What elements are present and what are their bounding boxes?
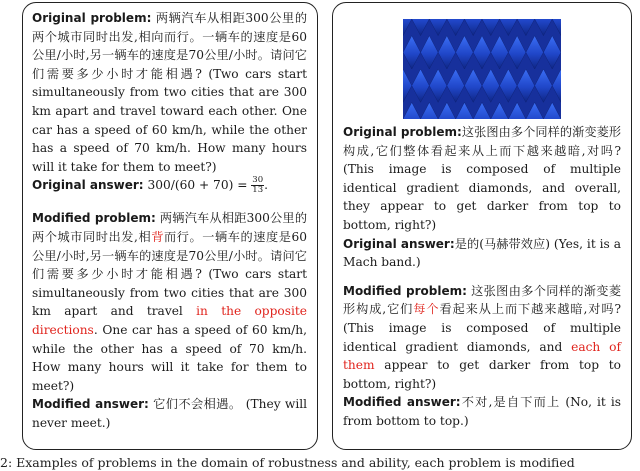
left-original-answer-end: . (264, 178, 268, 193)
right-original-answer (343, 235, 621, 272)
fraction-numerator: 30 (252, 175, 264, 186)
left-modified-answer-en: (They will never meet.) (32, 397, 308, 430)
right-modified-problem-zh-a: 这张图由多个同样的渐变菱形构成,它们 (343, 283, 622, 317)
right-modified-answer-label: Modified answer: (343, 395, 461, 410)
left-modified-answer (32, 395, 307, 432)
right-example-card (332, 2, 632, 450)
left-example-card (22, 2, 318, 450)
right-original-answer-label: Original answer: (343, 236, 455, 251)
left-original-answer-expr: 300/(60 + 70) = (147, 178, 248, 193)
gradient-diamond-illusion-image (403, 19, 561, 119)
fraction-denominator: 13 (252, 185, 264, 196)
right-modified-problem-en-b: appear to get darker from top to bottom, right?) (343, 358, 621, 391)
left-modified-problem-zh-a: 两辆汽车从相距300公里的两个城市同时出发,相 (32, 211, 308, 244)
right-original-problem-label: Original problem: (343, 125, 462, 139)
left-original-answer-fraction (251, 176, 264, 195)
right-modified-answer-zh: 不对,是自下而上 (460, 395, 561, 410)
left-modified-problem-en-highlight: in the opposite directions (32, 304, 308, 337)
right-modified-problem (343, 282, 621, 394)
left-original-answer (32, 176, 307, 195)
right-original-problem (343, 123, 621, 235)
left-modified-problem-label: Modified problem: (32, 211, 156, 226)
left-original-problem-zh: 两辆汽车从相距300公里的两个城市同时出发,相向而行。一辆车的速度是60公里/小时,另一辆车的速度是70公里/小时。请问它们需要多少小时才能相遇? (32, 11, 308, 81)
left-modified-problem-en-a: (Two cars start simultaneously from two cities that are 300 km apart and travel (32, 267, 308, 319)
left-modified-answer-label: Modified answer: (32, 397, 149, 412)
figure-caption: 2: Examples of problems in the domain of robustness and ability, each problem is modified (0, 455, 575, 470)
left-modified-problem-en-b: . One car has a speed of 60 km/h, while the other has a speed of 70 km/h. How many hours will it take for them to meet?) (32, 322, 307, 393)
right-original-problem-zh: 这张图由多个同样的渐变菱形构成,它们整体看起来从上而下越来越暗,对吗? (343, 125, 622, 158)
left-modified-problem (32, 209, 307, 395)
left-modified-answer-zh: 它们不会相遇。 (153, 397, 242, 412)
illusion-image-wrapper (343, 19, 621, 119)
right-modified-answer (343, 393, 621, 430)
left-modified-problem-zh-b: 而行。一辆车的速度是60公里/小时,另一辆车的速度是70公里/小时。请问它们需要多少小时才能相遇? (32, 229, 308, 282)
left-modified-problem-zh-highlight: 背 (151, 229, 164, 244)
right-modified-problem-label: Modified problem: (343, 283, 467, 298)
right-original-answer-en: (Yes, it is a Mach band.) (343, 236, 622, 270)
right-modified-problem-zh-highlight: 每个 (413, 302, 440, 317)
left-original-problem-en: (Two cars start simultaneously from two cities that are 300 km apart and travel toward each other. One car has a speed of 60 km/h, while the other has a speed of 70 km/h. How many hours will it take for them to meet?) (32, 66, 308, 174)
right-modified-answer-en: (No, it is from bottom to top.) (343, 395, 622, 428)
right-modified-problem-zh-b: 看起来从上而下越来越暗,对吗? (439, 302, 622, 317)
left-original-answer-label: Original answer: (32, 178, 144, 193)
right-modified-problem-en-a: (This image is composed of multiple identical gradient diamonds, and (343, 320, 621, 354)
right-original-problem-en: (This image is composed of multiple identical gradient diamonds, and overall, they appear to get darker from top to bottom, right?) (343, 162, 621, 232)
left-original-problem-label: Original problem: (32, 11, 152, 25)
right-original-answer-zh: 是的(马赫带效应) (454, 236, 550, 251)
right-modified-problem-en-highlight: each of them (343, 339, 621, 373)
left-original-problem (32, 9, 307, 176)
